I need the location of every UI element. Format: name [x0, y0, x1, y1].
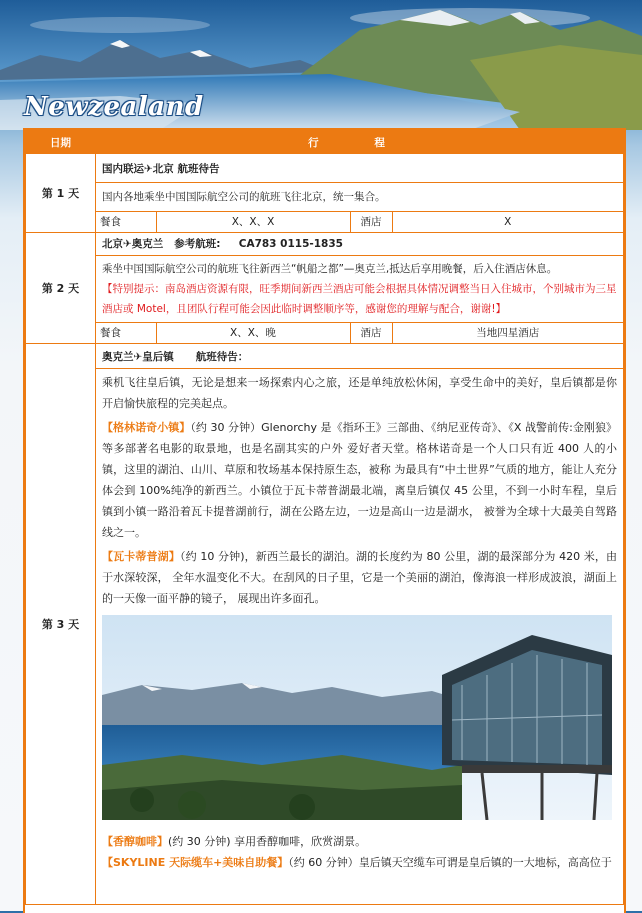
day-row-1	[26, 154, 624, 233]
lake-text: （约 10 分钟)，新西兰最长的湖泊。湖的长度约为 80 公里，湖的最深部分为 420 米，由于水深较深， 全年水温变化不大。在刮风的日子里，它是一个美丽的湖泊，像海浪一样形成波浪，湖面上的一天像一面平静的镜子， 展现出许多面孔。	[102, 550, 617, 605]
day-label: 第 3 天	[26, 344, 96, 905]
day-detail	[96, 154, 623, 232]
lake-paragraph	[96, 543, 623, 609]
meal-value: X、X、晚	[156, 323, 350, 343]
day-title: 北京✈奥克兰 参考航班: CA783 0115-1835	[96, 233, 623, 256]
special-notice: 【特别提示：南岛酒店资源有限，旺季期间新西兰酒店可能会根据具体情况调整当日入住城市，个别城市为三星酒店或 Motel，且团队行程可能会因此临时调整顺序等，感谢您的理解与配合，谢谢!】	[102, 283, 617, 315]
meal-hotel-row	[96, 212, 623, 232]
skyline-restaurant-photo	[102, 615, 612, 820]
hotel-value: 当地四星酒店	[476, 327, 540, 339]
day-detail	[96, 233, 623, 343]
header-date: 日期	[26, 131, 96, 154]
hotel-value: X	[504, 216, 512, 228]
meal-label: 餐食	[96, 212, 156, 232]
itinerary-sheet	[23, 128, 626, 913]
meal-hotel-row	[96, 323, 623, 343]
coffee-paragraph	[96, 831, 623, 852]
day-row-3	[26, 344, 624, 905]
day-content	[96, 233, 624, 344]
header-itinerary: 行 程	[96, 131, 624, 154]
skyline-text: （约 60 分钟）皇后镇天空缆车可谓是皇后镇的一大地标，高高位于	[288, 856, 612, 869]
day-row-2	[26, 233, 624, 344]
coffee-tag: 【香醇咖啡】	[102, 835, 168, 848]
hotel-label: 酒店	[350, 212, 392, 232]
itinerary-table	[25, 130, 624, 905]
coffee-text: (约 30 分钟) 享用香醇咖啡，欣赏湖景。	[168, 835, 367, 848]
day-intro: 乘机飞往皇后镇，无论是想来一场探索内心之旅，还是单纯放松休闲，享受生命中的美好，皇后镇都是你开启愉快旅程的完美起点。	[102, 376, 617, 410]
glenorchy-paragraph	[96, 414, 623, 543]
glenorchy-tag: 【格林诺奇小镇】	[102, 421, 191, 434]
day-content	[96, 154, 624, 233]
skyline-paragraph	[96, 852, 623, 873]
day-title: 国内联运✈北京 航班待告	[96, 154, 623, 183]
day-label: 第 2 天	[26, 233, 96, 344]
day-label: 第 1 天	[26, 154, 96, 233]
meal-label: 餐食	[96, 323, 156, 343]
brand-title: Newzealand	[24, 92, 204, 122]
hotel-label: 酒店	[350, 323, 392, 343]
lake-tag: 【瓦卡蒂普湖】	[102, 550, 180, 563]
day-content	[96, 344, 624, 905]
meal-value: X、X、X	[156, 212, 350, 232]
day-description: 国内各地乘坐中国国际航空公司的航班飞往北京，统一集合。	[96, 183, 623, 212]
day-description: 乘坐中国国际航空公司的航班飞往新西兰“帆船之都”—奥克兰,抵达后享用晚餐，后入住酒店休息。	[102, 263, 558, 275]
day-title: 奥克兰✈皇后镇 航班待告：	[96, 344, 623, 369]
table-header-row	[26, 131, 624, 154]
header-banner	[0, 0, 642, 130]
glenorchy-text: （约 30 分钟）Glenorchy 是《指环王》三部曲、《纳尼亚传奇》、《X 战警前传:金刚狼》等多部著名电影的取景地，也是名副其实的户外 爱好者天堂。格林诺奇是一个人口只有近 400 人的小镇，这里的湖泊、山川、草原和牧场基本保持原生态，被称 为最具有“中土世界”气质的地方，能让人充分体会到 100%纯净的新西兰。小镇位于瓦卡蒂普湖最北端，离皇后镇仅 45 公里，不到一小时车程，皇后镇到小镇一路沿着瓦卡提普湖前行，湖在公路左边，一边是高山一边是湖水， 被誉为全球十大最美自驾路线之一。	[102, 421, 618, 539]
skyline-tag: 【SKYLINE 天际缆车+美味自助餐】	[102, 856, 289, 869]
